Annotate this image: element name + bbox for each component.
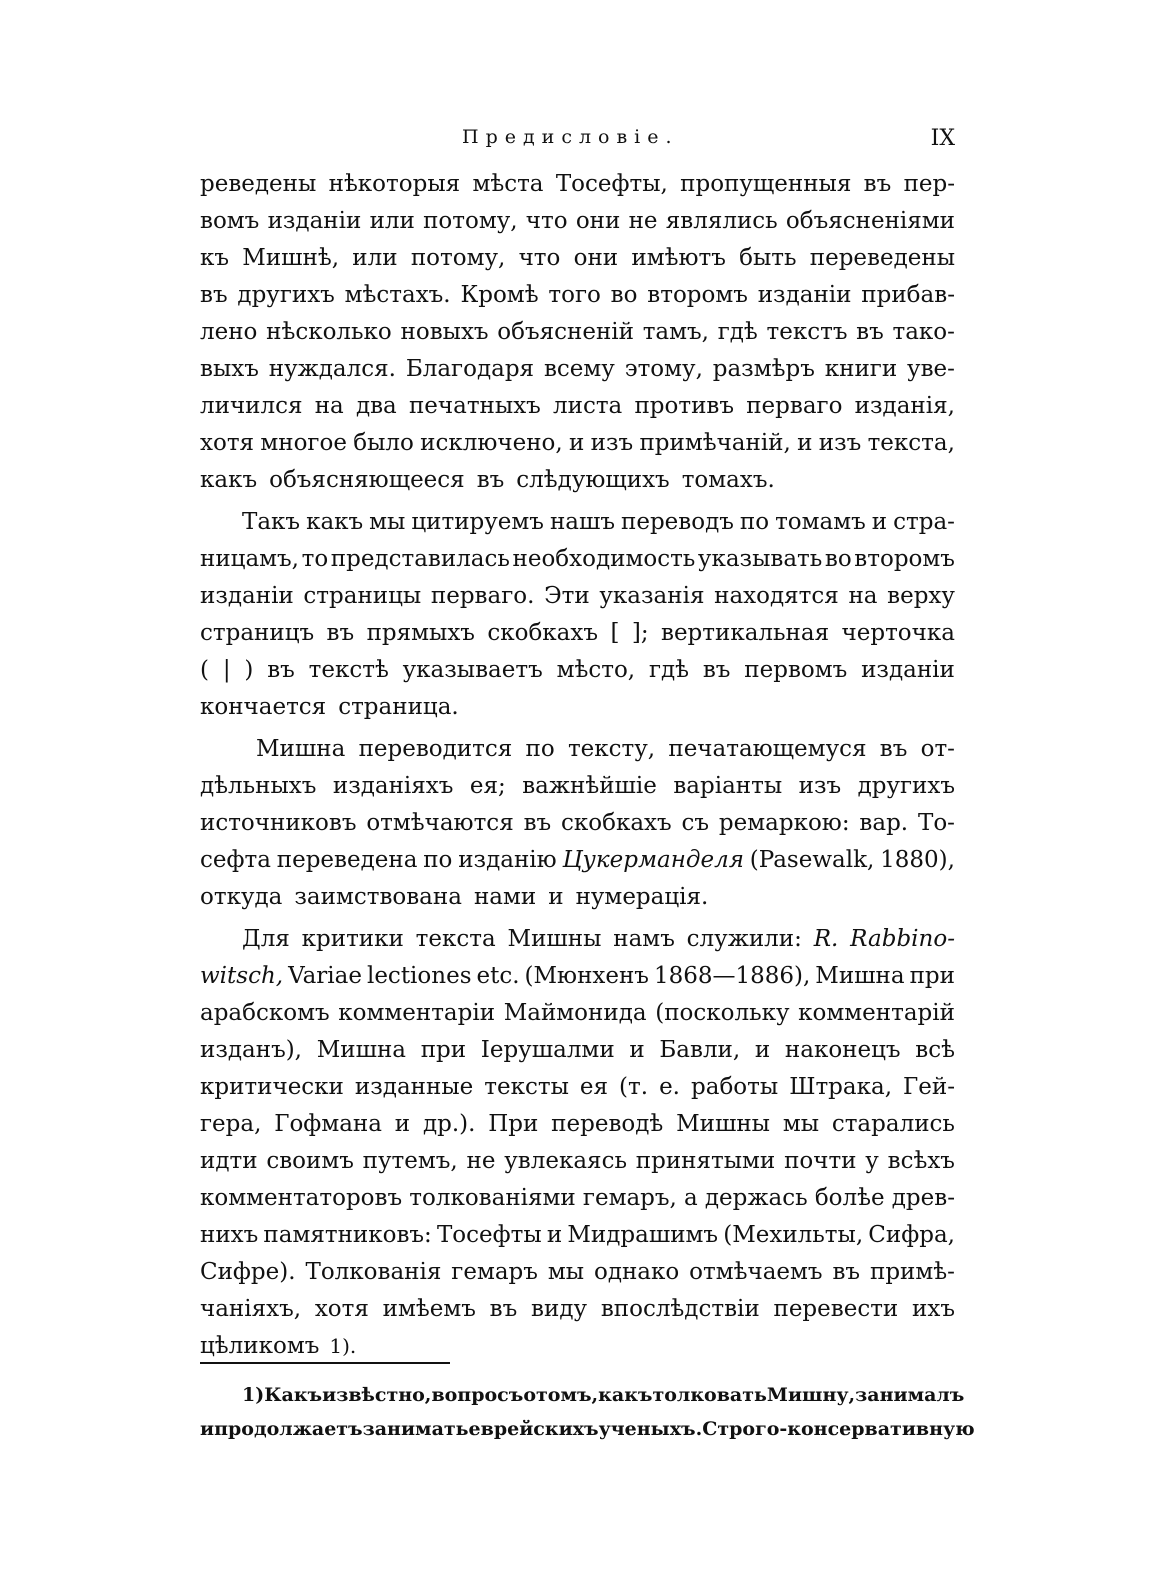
word: мѣстахъ. bbox=[344, 282, 451, 308]
word: и bbox=[797, 430, 813, 456]
word: Маймонида bbox=[503, 1000, 647, 1026]
text-line bbox=[200, 1291, 955, 1328]
word: Variae bbox=[288, 963, 362, 989]
text-line bbox=[200, 842, 955, 879]
word: изданіи bbox=[267, 208, 362, 234]
text-line bbox=[200, 504, 955, 541]
word: книги bbox=[824, 356, 898, 382]
word: стра- bbox=[893, 509, 955, 535]
word: слѣдующихъ bbox=[516, 467, 670, 493]
word: служили: bbox=[686, 926, 802, 952]
word: изъ bbox=[798, 773, 842, 799]
word: многое bbox=[260, 430, 347, 456]
word: второмъ bbox=[647, 282, 748, 308]
word: выхъ bbox=[200, 356, 259, 382]
word: изданіи bbox=[861, 657, 955, 683]
word: Строго-консервативную bbox=[702, 1418, 975, 1440]
word: всѣхъ bbox=[887, 1148, 955, 1174]
word: печатныхъ bbox=[408, 393, 541, 419]
word: мы bbox=[547, 1259, 585, 1285]
text-line bbox=[200, 578, 955, 615]
word: и bbox=[568, 430, 585, 456]
text-line bbox=[200, 240, 955, 277]
word: реведены bbox=[200, 171, 317, 197]
word: комментаріи bbox=[338, 1000, 496, 1026]
word: нами bbox=[473, 884, 537, 910]
word: 1868—1886), bbox=[653, 963, 811, 989]
word: Мишны bbox=[507, 926, 602, 952]
word: перевести bbox=[773, 1296, 899, 1322]
word: въ bbox=[879, 736, 908, 762]
word: какъ bbox=[306, 509, 364, 535]
word: пропущенныя bbox=[680, 171, 852, 197]
word: ( bbox=[200, 657, 209, 683]
text-line bbox=[200, 958, 955, 995]
word: текстѣ bbox=[308, 657, 389, 683]
word: гдѣ bbox=[648, 657, 690, 683]
word: толкованіями bbox=[409, 1185, 576, 1211]
word: Rabbino- bbox=[850, 926, 955, 952]
word: другихъ bbox=[237, 282, 335, 308]
word: хотя bbox=[200, 430, 255, 456]
word: какъ bbox=[200, 467, 258, 493]
word: занимать bbox=[362, 1418, 469, 1440]
word: къ bbox=[200, 245, 230, 271]
word: То- bbox=[917, 810, 955, 836]
word: (поскольку bbox=[655, 1000, 790, 1026]
word: другихъ bbox=[857, 773, 955, 799]
word: всѣ bbox=[915, 1037, 955, 1063]
word: на bbox=[314, 393, 344, 419]
word: размѣръ bbox=[712, 356, 815, 382]
word: еврейскихъ bbox=[468, 1418, 599, 1440]
text-line bbox=[200, 1106, 955, 1143]
word: тамъ, bbox=[642, 319, 709, 345]
word: указывать bbox=[697, 546, 823, 572]
word: однако bbox=[593, 1259, 680, 1285]
word: | bbox=[222, 657, 231, 683]
word: цѣликомъ bbox=[200, 1333, 320, 1359]
word: являлись bbox=[665, 208, 778, 234]
word: примѣ- bbox=[870, 1259, 955, 1285]
word: объясненій bbox=[497, 319, 634, 345]
word: при bbox=[909, 963, 955, 989]
word: важнѣйшіе bbox=[522, 773, 657, 799]
word: личился bbox=[200, 393, 303, 419]
word: мы bbox=[782, 1111, 820, 1137]
text-line bbox=[200, 166, 955, 203]
word: и bbox=[754, 1037, 771, 1063]
word: дѣльныхъ bbox=[200, 773, 317, 799]
word: по bbox=[525, 736, 555, 762]
footnote-divider bbox=[200, 1362, 450, 1364]
word: черточка bbox=[841, 620, 955, 646]
word: Для bbox=[242, 926, 290, 952]
word: и bbox=[629, 1037, 645, 1063]
word: Мишна bbox=[256, 736, 346, 762]
word: болѣе bbox=[814, 1185, 885, 1211]
word: нуждался. bbox=[268, 356, 396, 382]
word: они bbox=[573, 245, 619, 271]
text-line bbox=[200, 731, 955, 768]
word: Мишну, bbox=[766, 1384, 856, 1406]
word: мы bbox=[369, 509, 406, 535]
word: было bbox=[353, 430, 414, 456]
text-line bbox=[200, 203, 955, 240]
word: исключено, bbox=[420, 430, 563, 456]
word: лено bbox=[200, 319, 258, 345]
word: нихъ bbox=[200, 1222, 259, 1248]
word: Какъ bbox=[264, 1384, 323, 1406]
text-line bbox=[200, 541, 955, 578]
word: этому, bbox=[624, 356, 703, 382]
word: Тосефты bbox=[436, 1222, 542, 1248]
word: Штрака, bbox=[789, 1074, 893, 1100]
word: etc. bbox=[476, 963, 520, 989]
word: При bbox=[488, 1111, 539, 1137]
word: ]; bbox=[631, 620, 649, 646]
word: отмѣчаемъ bbox=[689, 1259, 823, 1285]
word: хотя bbox=[314, 1296, 369, 1322]
word: скобкахъ bbox=[561, 810, 672, 836]
word: что bbox=[518, 245, 561, 271]
text-line bbox=[200, 768, 955, 805]
footnote-line bbox=[200, 1412, 975, 1446]
word: изъ bbox=[590, 430, 634, 456]
word: они bbox=[575, 208, 621, 234]
word: 1880), bbox=[880, 847, 955, 873]
word: изданъ), bbox=[200, 1037, 302, 1063]
word: быть bbox=[739, 245, 797, 271]
word: въ bbox=[863, 171, 892, 197]
word: необходимость bbox=[512, 546, 696, 572]
word: въ bbox=[267, 657, 295, 683]
word: изданные bbox=[354, 1074, 474, 1100]
word: переводѣ bbox=[551, 1111, 664, 1137]
text-line bbox=[200, 1032, 955, 1069]
word: второмъ bbox=[854, 546, 955, 572]
word: указываетъ bbox=[402, 657, 543, 683]
word: Сифра, bbox=[868, 1222, 955, 1248]
word: Толкованія bbox=[305, 1259, 442, 1285]
word: тексты bbox=[484, 1074, 569, 1100]
text-line bbox=[200, 921, 955, 958]
word: скобкахъ bbox=[487, 620, 599, 646]
footnote-line bbox=[200, 1378, 965, 1412]
word: древ- bbox=[891, 1185, 955, 1211]
word: тако- bbox=[892, 319, 955, 345]
word: [ bbox=[610, 620, 620, 646]
word: листа bbox=[553, 393, 623, 419]
word: вопросъ bbox=[431, 1384, 524, 1406]
word: witsch, bbox=[200, 963, 284, 989]
word: текста, bbox=[867, 430, 955, 456]
word: прибав- bbox=[861, 282, 955, 308]
word: пер- bbox=[903, 171, 955, 197]
text-line bbox=[200, 277, 955, 314]
word: о bbox=[523, 1384, 537, 1406]
word: R. bbox=[813, 926, 839, 952]
word: ея; bbox=[469, 773, 506, 799]
word: въ bbox=[200, 282, 228, 308]
word: гемаръ, bbox=[582, 1185, 677, 1211]
word: два bbox=[355, 393, 397, 419]
text-line bbox=[200, 652, 955, 689]
word: изданіи bbox=[757, 282, 852, 308]
word: путемъ, bbox=[362, 1148, 458, 1174]
word: томамъ bbox=[775, 509, 866, 535]
word: текстъ bbox=[766, 319, 848, 345]
word: печатающемуся bbox=[668, 736, 867, 762]
word: Мишнѣ, bbox=[242, 245, 340, 271]
word: Такъ bbox=[242, 509, 301, 535]
word: источниковъ bbox=[200, 810, 357, 836]
word: нумерація. bbox=[575, 884, 709, 910]
word: принятыми bbox=[635, 1148, 776, 1174]
word: страницы bbox=[303, 583, 422, 609]
word: и bbox=[871, 509, 888, 535]
word: арабскомъ bbox=[200, 1000, 330, 1026]
word: др.). bbox=[422, 1111, 476, 1137]
word: впослѣдствіи bbox=[600, 1296, 760, 1322]
word: идти bbox=[200, 1148, 258, 1174]
word: Гофмана bbox=[274, 1111, 382, 1137]
footnote-marker: 1) bbox=[242, 1384, 265, 1406]
word: указанія bbox=[599, 583, 705, 609]
word: прямыхъ bbox=[366, 620, 475, 646]
word: перваго bbox=[746, 393, 843, 419]
word: занималъ bbox=[855, 1384, 965, 1406]
word: противъ bbox=[634, 393, 735, 419]
word: lectiones bbox=[366, 963, 472, 989]
text-line bbox=[200, 615, 955, 652]
word: имѣемъ bbox=[382, 1296, 476, 1322]
word: (Мюнхенъ bbox=[524, 963, 649, 989]
word: увлекаясь bbox=[504, 1148, 627, 1174]
word: гера, bbox=[200, 1111, 262, 1137]
word: комментаторовъ bbox=[200, 1185, 403, 1211]
word: объясняющееся bbox=[269, 467, 465, 493]
word: въ bbox=[702, 657, 731, 683]
word: ницамъ, bbox=[200, 546, 299, 572]
word: переводится bbox=[358, 736, 513, 762]
word: ученыхъ. bbox=[598, 1418, 703, 1440]
word: критически bbox=[200, 1074, 344, 1100]
word: въ bbox=[326, 620, 355, 646]
word: (Pasewalk, bbox=[749, 847, 875, 873]
word: чаніяхъ, bbox=[200, 1296, 302, 1322]
word: при bbox=[420, 1037, 467, 1063]
word: извѣстно, bbox=[322, 1384, 432, 1406]
word: вертикальная bbox=[661, 620, 830, 646]
word: переводъ bbox=[621, 509, 734, 535]
word: не bbox=[466, 1148, 496, 1174]
word: то bbox=[301, 546, 329, 572]
word: Тосефты, bbox=[555, 171, 668, 197]
text-line bbox=[200, 995, 955, 1032]
word: старались bbox=[831, 1111, 955, 1137]
word: варіанты bbox=[673, 773, 783, 799]
word: толковать bbox=[652, 1384, 767, 1406]
word: того bbox=[548, 282, 601, 308]
word: заимствована bbox=[294, 884, 462, 910]
word: у bbox=[865, 1148, 879, 1174]
word: Мишна bbox=[316, 1037, 406, 1063]
word: мѣсто, bbox=[556, 657, 636, 683]
word: изданію bbox=[458, 847, 557, 873]
word: какъ bbox=[598, 1384, 653, 1406]
word: и bbox=[548, 884, 564, 910]
text-line bbox=[200, 1217, 955, 1254]
body-text bbox=[200, 166, 955, 1365]
word: ихъ bbox=[912, 1296, 955, 1322]
word: первомъ bbox=[744, 657, 848, 683]
word: а bbox=[684, 1185, 698, 1211]
word: имѣютъ bbox=[631, 245, 726, 271]
word: Іерушалми bbox=[480, 1037, 615, 1063]
word: гдѣ bbox=[717, 319, 758, 345]
text-line bbox=[200, 1143, 955, 1180]
word: въ bbox=[856, 319, 884, 345]
word: примѣчаній, bbox=[639, 430, 791, 456]
word: Гей- bbox=[903, 1074, 955, 1100]
word: тексту, bbox=[567, 736, 656, 762]
word: во bbox=[824, 546, 852, 572]
word: (т. bbox=[619, 1074, 649, 1100]
word: Мишна bbox=[815, 963, 905, 989]
word: Мишны bbox=[676, 1111, 770, 1137]
text-line bbox=[200, 462, 955, 499]
running-head bbox=[200, 126, 955, 160]
word: ремаркою: bbox=[718, 810, 850, 836]
word: Кромѣ bbox=[460, 282, 539, 308]
word: ея bbox=[579, 1074, 609, 1100]
word: томахъ. bbox=[681, 467, 775, 493]
word: находятся bbox=[714, 583, 839, 609]
word: переведены bbox=[809, 245, 955, 271]
footnote bbox=[200, 1378, 975, 1446]
text-line bbox=[200, 425, 955, 462]
word: своимъ bbox=[266, 1148, 354, 1174]
word: по bbox=[739, 509, 770, 535]
word: страница. bbox=[338, 694, 459, 720]
word: не bbox=[628, 208, 658, 234]
word: представилась bbox=[330, 546, 510, 572]
word: переведена bbox=[276, 847, 418, 873]
word: нѣкоторыя bbox=[328, 171, 461, 197]
word: вар. bbox=[859, 810, 909, 836]
word: работы bbox=[691, 1074, 779, 1100]
word: нашъ bbox=[549, 509, 616, 535]
word: въ bbox=[476, 467, 505, 493]
text-line bbox=[200, 1254, 955, 1291]
word: Мидрашимъ bbox=[567, 1222, 719, 1248]
word: отмѣчаются bbox=[366, 810, 514, 836]
word: томъ, bbox=[536, 1384, 599, 1406]
running-title: Предисловіе. bbox=[462, 126, 679, 148]
word: всему bbox=[543, 356, 615, 382]
text-line bbox=[200, 1328, 955, 1365]
word: изданіи bbox=[200, 583, 294, 609]
word: потому, bbox=[410, 245, 506, 271]
text-line bbox=[200, 879, 955, 916]
word: е. bbox=[659, 1074, 680, 1100]
word: въ bbox=[832, 1259, 861, 1285]
word: наконецъ bbox=[784, 1037, 901, 1063]
text-line bbox=[200, 805, 955, 842]
word: вомъ bbox=[200, 208, 260, 234]
word: гемаръ bbox=[451, 1259, 538, 1285]
word: виду bbox=[531, 1296, 588, 1322]
word: страницъ bbox=[200, 620, 315, 646]
text-line bbox=[200, 314, 955, 351]
text-line bbox=[200, 1180, 955, 1217]
word: (Мехильты, bbox=[723, 1222, 864, 1248]
word: почти bbox=[784, 1148, 857, 1174]
word: памятниковъ: bbox=[263, 1222, 432, 1248]
word: въ bbox=[489, 1296, 518, 1322]
word: ) bbox=[244, 657, 254, 683]
word: съ bbox=[681, 810, 710, 836]
word: нѣсколько bbox=[266, 319, 392, 345]
word: мѣста bbox=[472, 171, 544, 197]
word: текста bbox=[415, 926, 496, 952]
word: во bbox=[610, 282, 638, 308]
text-line bbox=[200, 351, 955, 388]
word: от- bbox=[920, 736, 955, 762]
word: и bbox=[200, 1418, 215, 1440]
word: и bbox=[546, 1222, 563, 1248]
text-line bbox=[200, 388, 955, 425]
word: откуда bbox=[200, 884, 283, 910]
word: Бавли, bbox=[659, 1037, 741, 1063]
word: цитируемъ bbox=[411, 509, 544, 535]
word: или bbox=[352, 245, 398, 271]
word: критики bbox=[301, 926, 404, 952]
word: кончается bbox=[200, 694, 327, 720]
word: изъ bbox=[818, 430, 862, 456]
text-line bbox=[200, 689, 955, 726]
text-line bbox=[200, 1069, 955, 1106]
page-number: IX bbox=[930, 126, 955, 151]
word: Эти bbox=[544, 583, 590, 609]
word: комментарій bbox=[798, 1000, 955, 1026]
word: новыхъ bbox=[400, 319, 489, 345]
word: верху bbox=[887, 583, 955, 609]
word: по bbox=[423, 847, 453, 873]
word: объясненіями bbox=[785, 208, 955, 234]
word: или bbox=[369, 208, 415, 234]
word: намъ bbox=[613, 926, 675, 952]
word: Благодаря bbox=[405, 356, 535, 382]
word: изданія, bbox=[854, 393, 955, 419]
word: уве- bbox=[907, 356, 955, 382]
word: въ bbox=[523, 810, 552, 836]
word: Цукерманделя bbox=[562, 847, 744, 873]
word: что bbox=[525, 208, 568, 234]
word: продолжаетъ bbox=[214, 1418, 363, 1440]
word: на bbox=[848, 583, 878, 609]
word: сефта bbox=[200, 847, 271, 873]
word: перваго. bbox=[430, 583, 535, 609]
word: потому, bbox=[423, 208, 518, 234]
word: и bbox=[394, 1111, 411, 1137]
word: Сифре). bbox=[200, 1259, 296, 1285]
footnote-reference[interactable]: 1). bbox=[329, 1334, 357, 1358]
word: держась bbox=[704, 1185, 808, 1211]
word: изданіяхъ bbox=[332, 773, 454, 799]
